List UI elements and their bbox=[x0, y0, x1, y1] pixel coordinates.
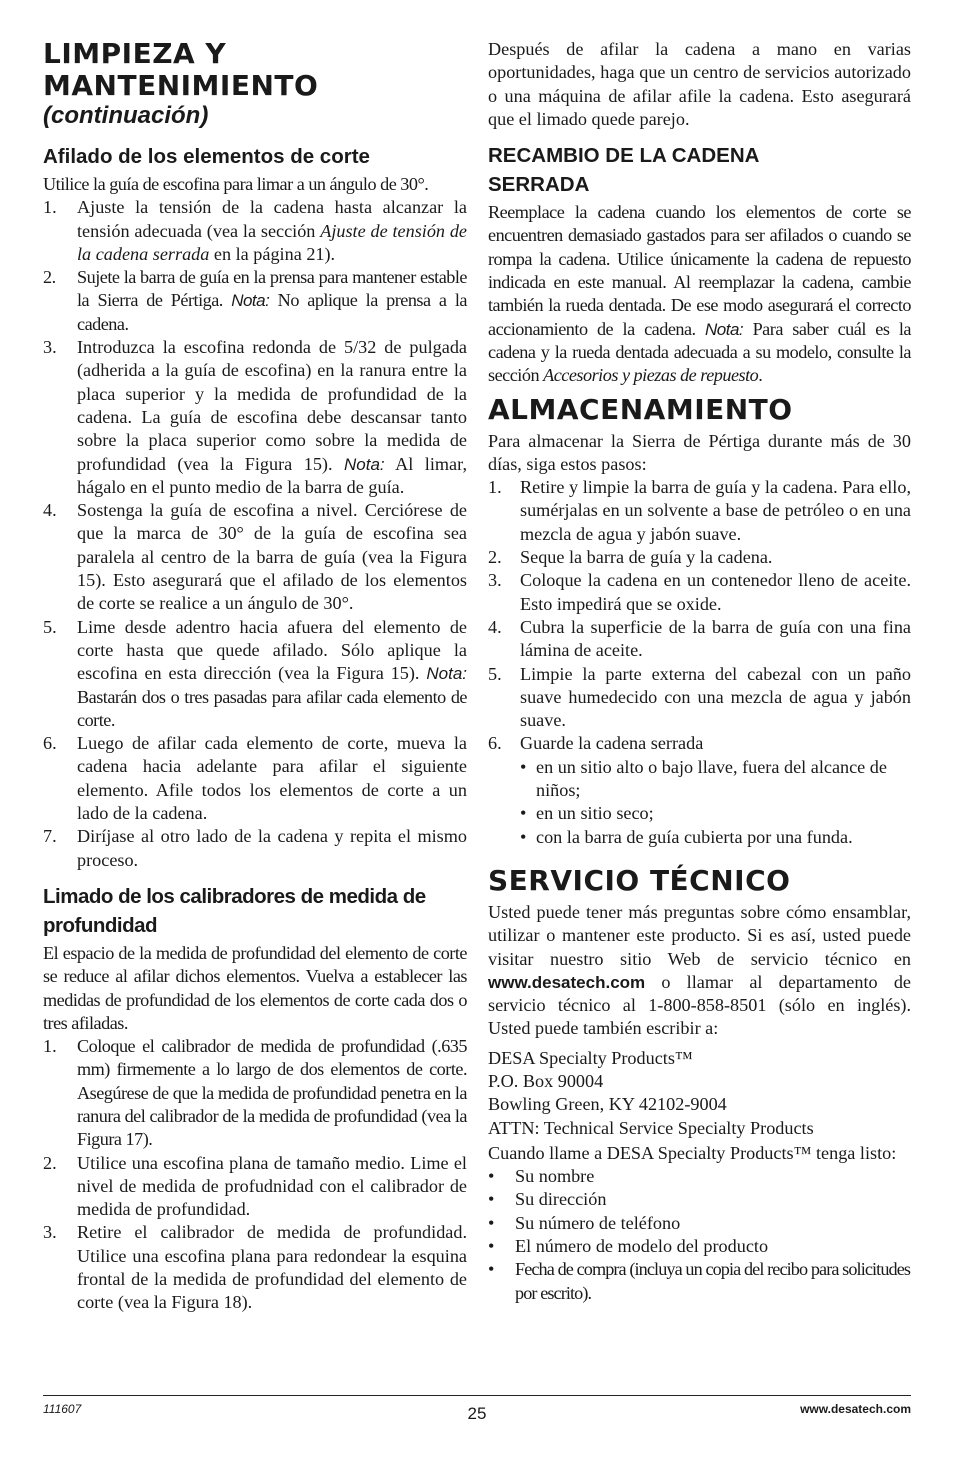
left-column bbox=[43, 38, 467, 1315]
list-item: 2. Seque la barra de guía y la cadena. bbox=[488, 547, 773, 568]
storage-conditions bbox=[520, 756, 911, 849]
heading-almacenamiento: ALMACENAMIENTO bbox=[488, 392, 793, 426]
website-link[interactable]: www.desatech.com bbox=[488, 972, 646, 992]
list-item: 7. Diríjase al otro lado de la cadena y repita el mismo proceso. bbox=[43, 826, 467, 870]
list-item: • Su nombre bbox=[488, 1166, 595, 1187]
limado-intro: El espacio de la medida de profundidad del elemento de corte se reduce al afilar dichos elementos. Vuelva a establecer las medidas de profundidad de los elementos de corte cada dos o tres afiladas. bbox=[43, 942, 467, 1033]
list-item: • en un sitio alto o bajo llave, fuera del alcance de niños; bbox=[520, 756, 887, 801]
heading-servicio-tecnico: SERVICIO TÉCNICO bbox=[488, 863, 791, 897]
list-item: • en un sitio seco; bbox=[520, 803, 654, 824]
list-item: • Fecha de compra (incluya un copia del recibo para solicitudes por escrito). bbox=[488, 1259, 911, 1303]
mailing-address: DESA Specialty Products™ P.O. Box 90004 Bowling Green, KY 42102-9004 ATTN: Technical Service Specialty Products bbox=[488, 1047, 814, 1138]
list-item: • Su número de teléfono bbox=[488, 1212, 681, 1233]
list-item: • con la barra de guía cubierta por una funda. bbox=[520, 826, 853, 847]
list-item: • Su dirección bbox=[488, 1189, 607, 1210]
list-item: 1. Ajuste la tensión de la cadena hasta alcanzar la tensión adecuada (vea la sección Ajuste de tensión de la cadena serrada en la página 21). bbox=[43, 197, 467, 264]
footer-code: 111607 bbox=[43, 1402, 82, 1416]
afilado-steps bbox=[43, 196, 467, 872]
list-item: 4. Sostenga la guía de escofina a nivel. Cerciórese de que la marca de 30° de la guía de escofina sea paralela al centro de la barra de guía (vea la Figura 15). Esto asegurará que el afilado de los elementos de corte se realice a un ángulo de 30°. bbox=[43, 500, 467, 614]
list-item: 2. Sujete la barra de guía en la prensa para mantener estable la Sierra de Pértiga. Nota: No aplique la prensa a la cadena. bbox=[43, 267, 467, 334]
recambio-text: Reemplace la cadena cuando los elementos de corte se encuentren demasiado gastados para ser afilados o cuando se rompa la cadena. Utilice únicamente la cadena de repuesto indicada en este manual. Al reemplazar la cadena, cambie también la rueda dentada. De ese modo asegurará el correcto accionamiento de la cadena. Nota: Para saber cuál es la cadena y la rueda dentada adecuada a su modelo, consulte la sección Accesorios y piezas de repuesto. bbox=[488, 202, 911, 386]
heading-recambio-line1: RECAMBIO DE LA CADENA bbox=[488, 144, 760, 168]
list-item: 6. Luego de afilar cada elemento de corte, mueva la cadena hacia adelante para afilar el siguiente elemento. Afile todos los elementos de corte a un lado de la cadena. bbox=[43, 733, 467, 824]
servicio-text: Usted puede tener más preguntas sobre cómo ensamblar, utilizar o mantener este producto. Si es así, usted puede visitar nuestro sitio Web de servicio técnico en www.desatech.com o llamar al departamento de servicio técnico al 1-800-858-8501 (sólo en inglés). Usted puede también escribir a: bbox=[488, 901, 911, 1039]
call-checklist bbox=[488, 1165, 911, 1305]
list-item: 6. Guarde la cadena serrada bbox=[488, 733, 704, 754]
list-item: 4. Cubra la superficie de la barra de guía con una fina lámina de aceite. bbox=[488, 616, 911, 661]
section-title-line2: MANTENIMIENTO bbox=[43, 69, 319, 102]
list-item: 1. Coloque el calibrador de medida de profundidad (.635 mm) firmemente a lo largo de dos elementos de corte. Asegúrese de que la medida de profundidad penetra en la ranura del calibrador de la medida de profundidad (vea la Figura 17). bbox=[43, 1036, 467, 1150]
list-item: 5. Limpie la parte externa del cabezal con un paño suave humedecido con una mezcla de agua y jabón suave. bbox=[488, 663, 911, 731]
right-column bbox=[488, 38, 911, 1305]
call-instructions: Cuando llame a DESA Specialty Products™ tenga listo: bbox=[488, 1142, 897, 1163]
afilado-intro: Utilice la guía de escofina para limar a un ángulo de 30°. bbox=[43, 174, 429, 194]
list-item: 2. Utilice una escofina plana de tamaño medio. Lime el nivel de medida de profudnidad con el calibrador de medida de profundidad. bbox=[43, 1152, 467, 1220]
nota-label: Nota: bbox=[231, 291, 270, 311]
list-item: 3. Retire el calibrador de medida de profundidad. Utilice una escofina plana para redondear la esquina frontal de la medida de profundidad del elemento de corte (vea la Figura 18). bbox=[43, 1222, 467, 1313]
footer-divider bbox=[43, 1395, 911, 1396]
section-title-continuation: (continuación) bbox=[43, 102, 209, 129]
list-item: 3. Coloque la cadena en un contenedor lleno de aceite. Esto impedirá que se oxide. bbox=[488, 570, 911, 614]
almacenamiento-steps bbox=[488, 476, 911, 756]
heading-afilado: Afilado de los elementos de corte bbox=[43, 145, 370, 168]
section-title-line1: LIMPIEZA Y bbox=[43, 37, 227, 70]
list-item: 1. Retire y limpie la barra de guía y la cadena. Para ello, sumérjalas en un solvente a base de petróleo o en una mezcla de agua y jabón suave. bbox=[488, 477, 911, 544]
list-item: 5. Lime desde adentro hacia afuera del elemento de corte hasta que quede afilado. Sólo aplique la escofina en esta dirección (vea la Figura 15). Nota: Bastarán dos o tres pasadas para afilar cada elemento de corte. bbox=[43, 616, 467, 730]
nota-label: Nota: bbox=[426, 664, 467, 684]
sharpening-note: Después de afilar la cadena a mano en varias oportunidades, haga que un centro de servicios autorizado o una máquina de afilar afile la cadena. Esto asegurará que el limado quede parejo. bbox=[488, 39, 911, 129]
heading-limado: Limado de los calibradores de medida de profundidad bbox=[43, 884, 426, 937]
limado-steps bbox=[43, 1035, 467, 1315]
heading-recambio-line2: SERRADA bbox=[488, 173, 590, 197]
nota-label: Nota: bbox=[344, 454, 385, 474]
almacenamiento-intro: Para almacenar la Sierra de Pértiga durante más de 30 días, siga estos pasos: bbox=[488, 430, 911, 474]
page-number: 25 bbox=[467, 1404, 487, 1423]
list-item: • El número de modelo del producto bbox=[488, 1236, 769, 1257]
list-item: 3. Introduzca la escofina redonda de 5/32 de pulgada (adherida a la guía de escofina) en la ranura entre la placa superior y la medida de profundidad de la cadena. La guía de escofina debe descansar tanto sobre la placa superior como sobre la medida de profundidad (vea la Figura 15). Nota: Al limar, hágalo en el punto medio de la barra de guía. bbox=[43, 337, 468, 497]
footer-url: www.desatech.com bbox=[800, 1402, 911, 1416]
nota-label: Nota: bbox=[705, 319, 744, 339]
